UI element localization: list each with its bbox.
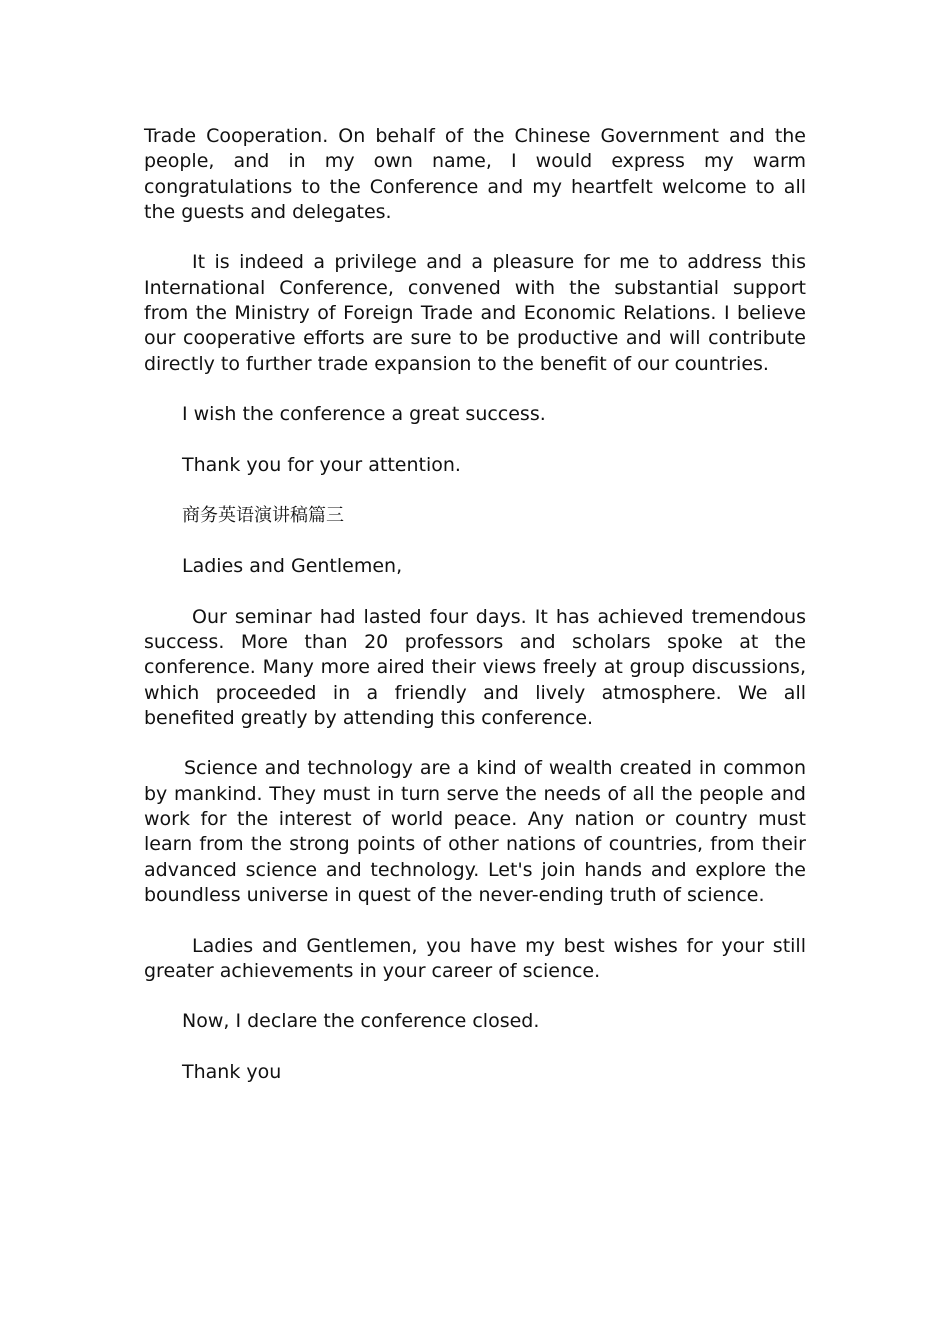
paragraph-closing-declaration: Now, I declare the conference closed.	[182, 1010, 540, 1033]
paragraph-seminar: Our seminar had lasted four days. It has achieved tremendous success. More than 20 professors and scholars spoke at the conference. Many more aired their views freely at group discussions, which proceeded in a friendly and lively atmosphere. We all benefited greatly by attending this conference.	[144, 605, 806, 729]
paragraph-opening-continuation: Trade Cooperation. On behalf of the Chinese Government and the people, and in my own name, I would express my warm congratulations to the Conference and my heartfelt welcome to all the guests and delegates.	[144, 125, 806, 223]
paragraph-privilege: It is indeed a privilege and a pleasure for me to address this International Conference, convened with the substantial support from the Ministry of Foreign Trade and Economic Relations. I believe our cooperative efforts are sure to be productive and will contribute directly to further trade expansion to the benefit of our countries.	[144, 251, 806, 375]
paragraph-thank-you: Thank you	[182, 1060, 282, 1083]
document-page	[144, 124, 806, 1111]
paragraph-thanks-attention: Thank you for your attention.	[182, 453, 461, 476]
section-heading: 商务英语演讲稿篇三	[182, 505, 344, 527]
paragraph-best-wishes: Ladies and Gentlemen, you have my best wishes for your still greater achievements in your career of science.	[144, 934, 806, 982]
paragraph-salutation: Ladies and Gentlemen,	[182, 555, 403, 578]
paragraph-science-technology: Science and technology are a kind of wealth created in common by mankind. They must in turn serve the needs of all the people and work for the interest of world peace. Any nation or country must learn from the strong points of other nations of countries, from their advanced science and technology. Let's join hands and explore the boundless universe in quest of the never-ending truth of science.	[144, 757, 806, 906]
paragraph-wish-success: I wish the conference a great success.	[182, 403, 546, 426]
